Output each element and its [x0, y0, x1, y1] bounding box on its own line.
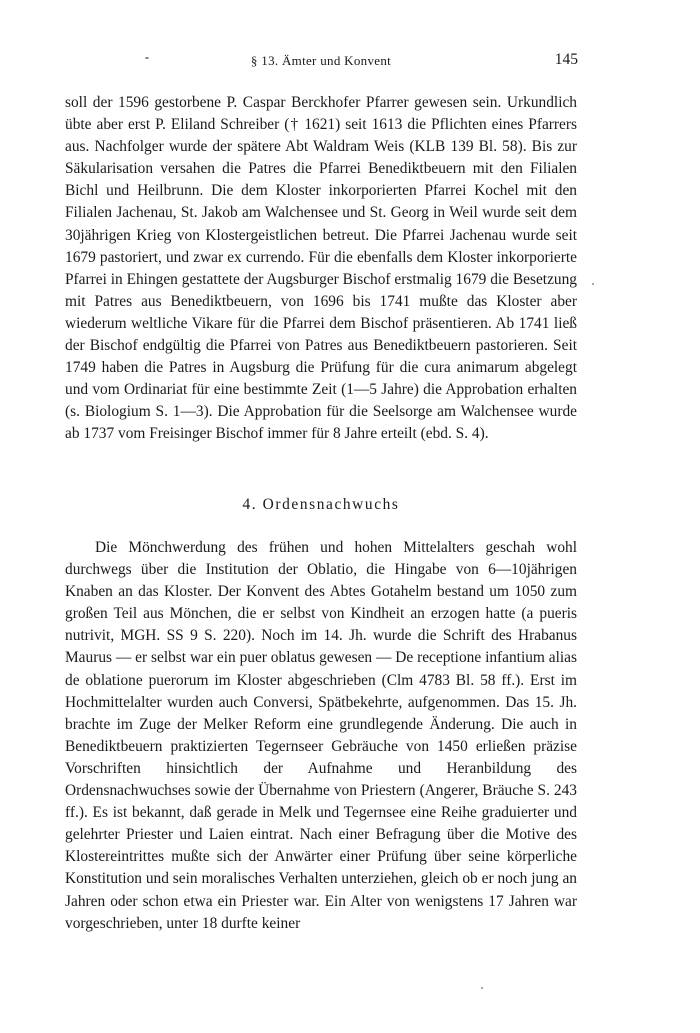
- paragraph-text: soll der 1596 gestorbene P. Caspar Berckhofer Pfarrer gewesen sein. Urkundlich übte aber erst P. Eliland Schreiber († 1621) seit 1613 die Pflichten eines Pfarrers aus. Nachfolger wurde der spätere Abt Waldram Weis (KLB 139 Bl. 58). Bis zur Säkularisation versahen die Patres die Pfarrei Benediktbeuern mit den Filialen Bichl und Heilbrunn. Die dem Kloster inkorporierten Pfarrei Kochel mit den Filialen Jachenau, St. Jakob am Walchensee und St. Georg in Weil wurde seit dem 30jährigen Krieg von Klostergeistlichen betreut. Die Pfarrei Jachenau wurde seit 1679 pastoriert, und zwar ex currendo. Für die ebenfalls dem Kloster inkorporierte Pfarrei in Ehingen gestattete der Augsburger Bischof erstmalig 1679 die Besetzung mit Patres aus Benediktbeuern, von 1696 bis 1741 mußte das Kloster aber wiederum weltliche Vikare für die Pfarrei dem Bischof präsentieren. Ab 1741 ließ der Bischof endgültig die Pfarrei von Patres aus Benediktbeuern pastorieren. Seit 1749 haben die Patres in Augsburg die Prüfung für die cura animarum abgelegt und vom Ordinariat für eine bestimmte Zeit (1—5 Jahre) die Approbation erhalten (s. Biologium S. 1—3). Die Approbation für die Seelsorge am Walchensee wurde ab 1737 vom Freisinger Bischof immer für 8 Jahre erteilt (ebd. S. 4).: [65, 94, 577, 443]
- scan-speck: [592, 283, 594, 285]
- body-paragraph-2: [65, 537, 577, 935]
- scan-speck: [145, 57, 149, 59]
- body-paragraph-1: [65, 92, 577, 446]
- paragraph-text: Die Mönchwerdung des frühen und hohen Mittelalters geschah wohl durchwegs über die Institution der Oblatio, die Hingabe von 6—10jährigen Knaben an das Kloster. Der Konvent des Abtes Gotahelm bestand um 1050 zum großen Teil aus Mönchen, die er selbst von Kindheit an erzogen hatte (a pueris nutrivit, MGH. SS 9 S. 220). Noch im 14. Jh. wurde die Schrift des Hrabanus Maurus — er selbst war ein puer oblatus gewesen — De receptione infantium alias de oblatione puerorum im Kloster abgeschrieben (Clm 4783 Bl. 58 ff.). Erst im Hochmittelalter wurden auch Conversi, Spätbekehrte, aufgenommen. Das 15. Jh. brachte im Zuge der Melker Reform eine grundlegende Änderung. Die auch in Benediktbeuern praktizierten Tegernseer Gebräuche von 1450 erließen präzise Vorschriften hinsichtlich der Aufnahme und Heranbildung des Ordensnachwuchses sowie der Übernahme von Priestern (Angerer, Bräuche S. 243 ff.). Es ist bekannt, daß gerade in Melk und Tegernsee eine Reihe graduierter und gelehrter Priester und Laien eintrat. Nach einer Befragung über die Motive des Klostereintrittes mußte sich der Anwärter einer Prüfung über seine körperliche Konstitution und sein moralisches Verhalten unterziehen, gleich ob er noch jung an Jahren oder schon etwa ein Priester war. Ein Alter von wenigstens 17 Jahren war vorgeschrieben, unter 18 durfte keiner: [65, 539, 577, 932]
- running-head: § 13. Ämter und Konvent: [250, 53, 392, 68]
- section-heading: 4. Ordensnachwuchs: [242, 496, 400, 513]
- scan-speck: [481, 987, 483, 989]
- page-number: 145: [554, 51, 578, 68]
